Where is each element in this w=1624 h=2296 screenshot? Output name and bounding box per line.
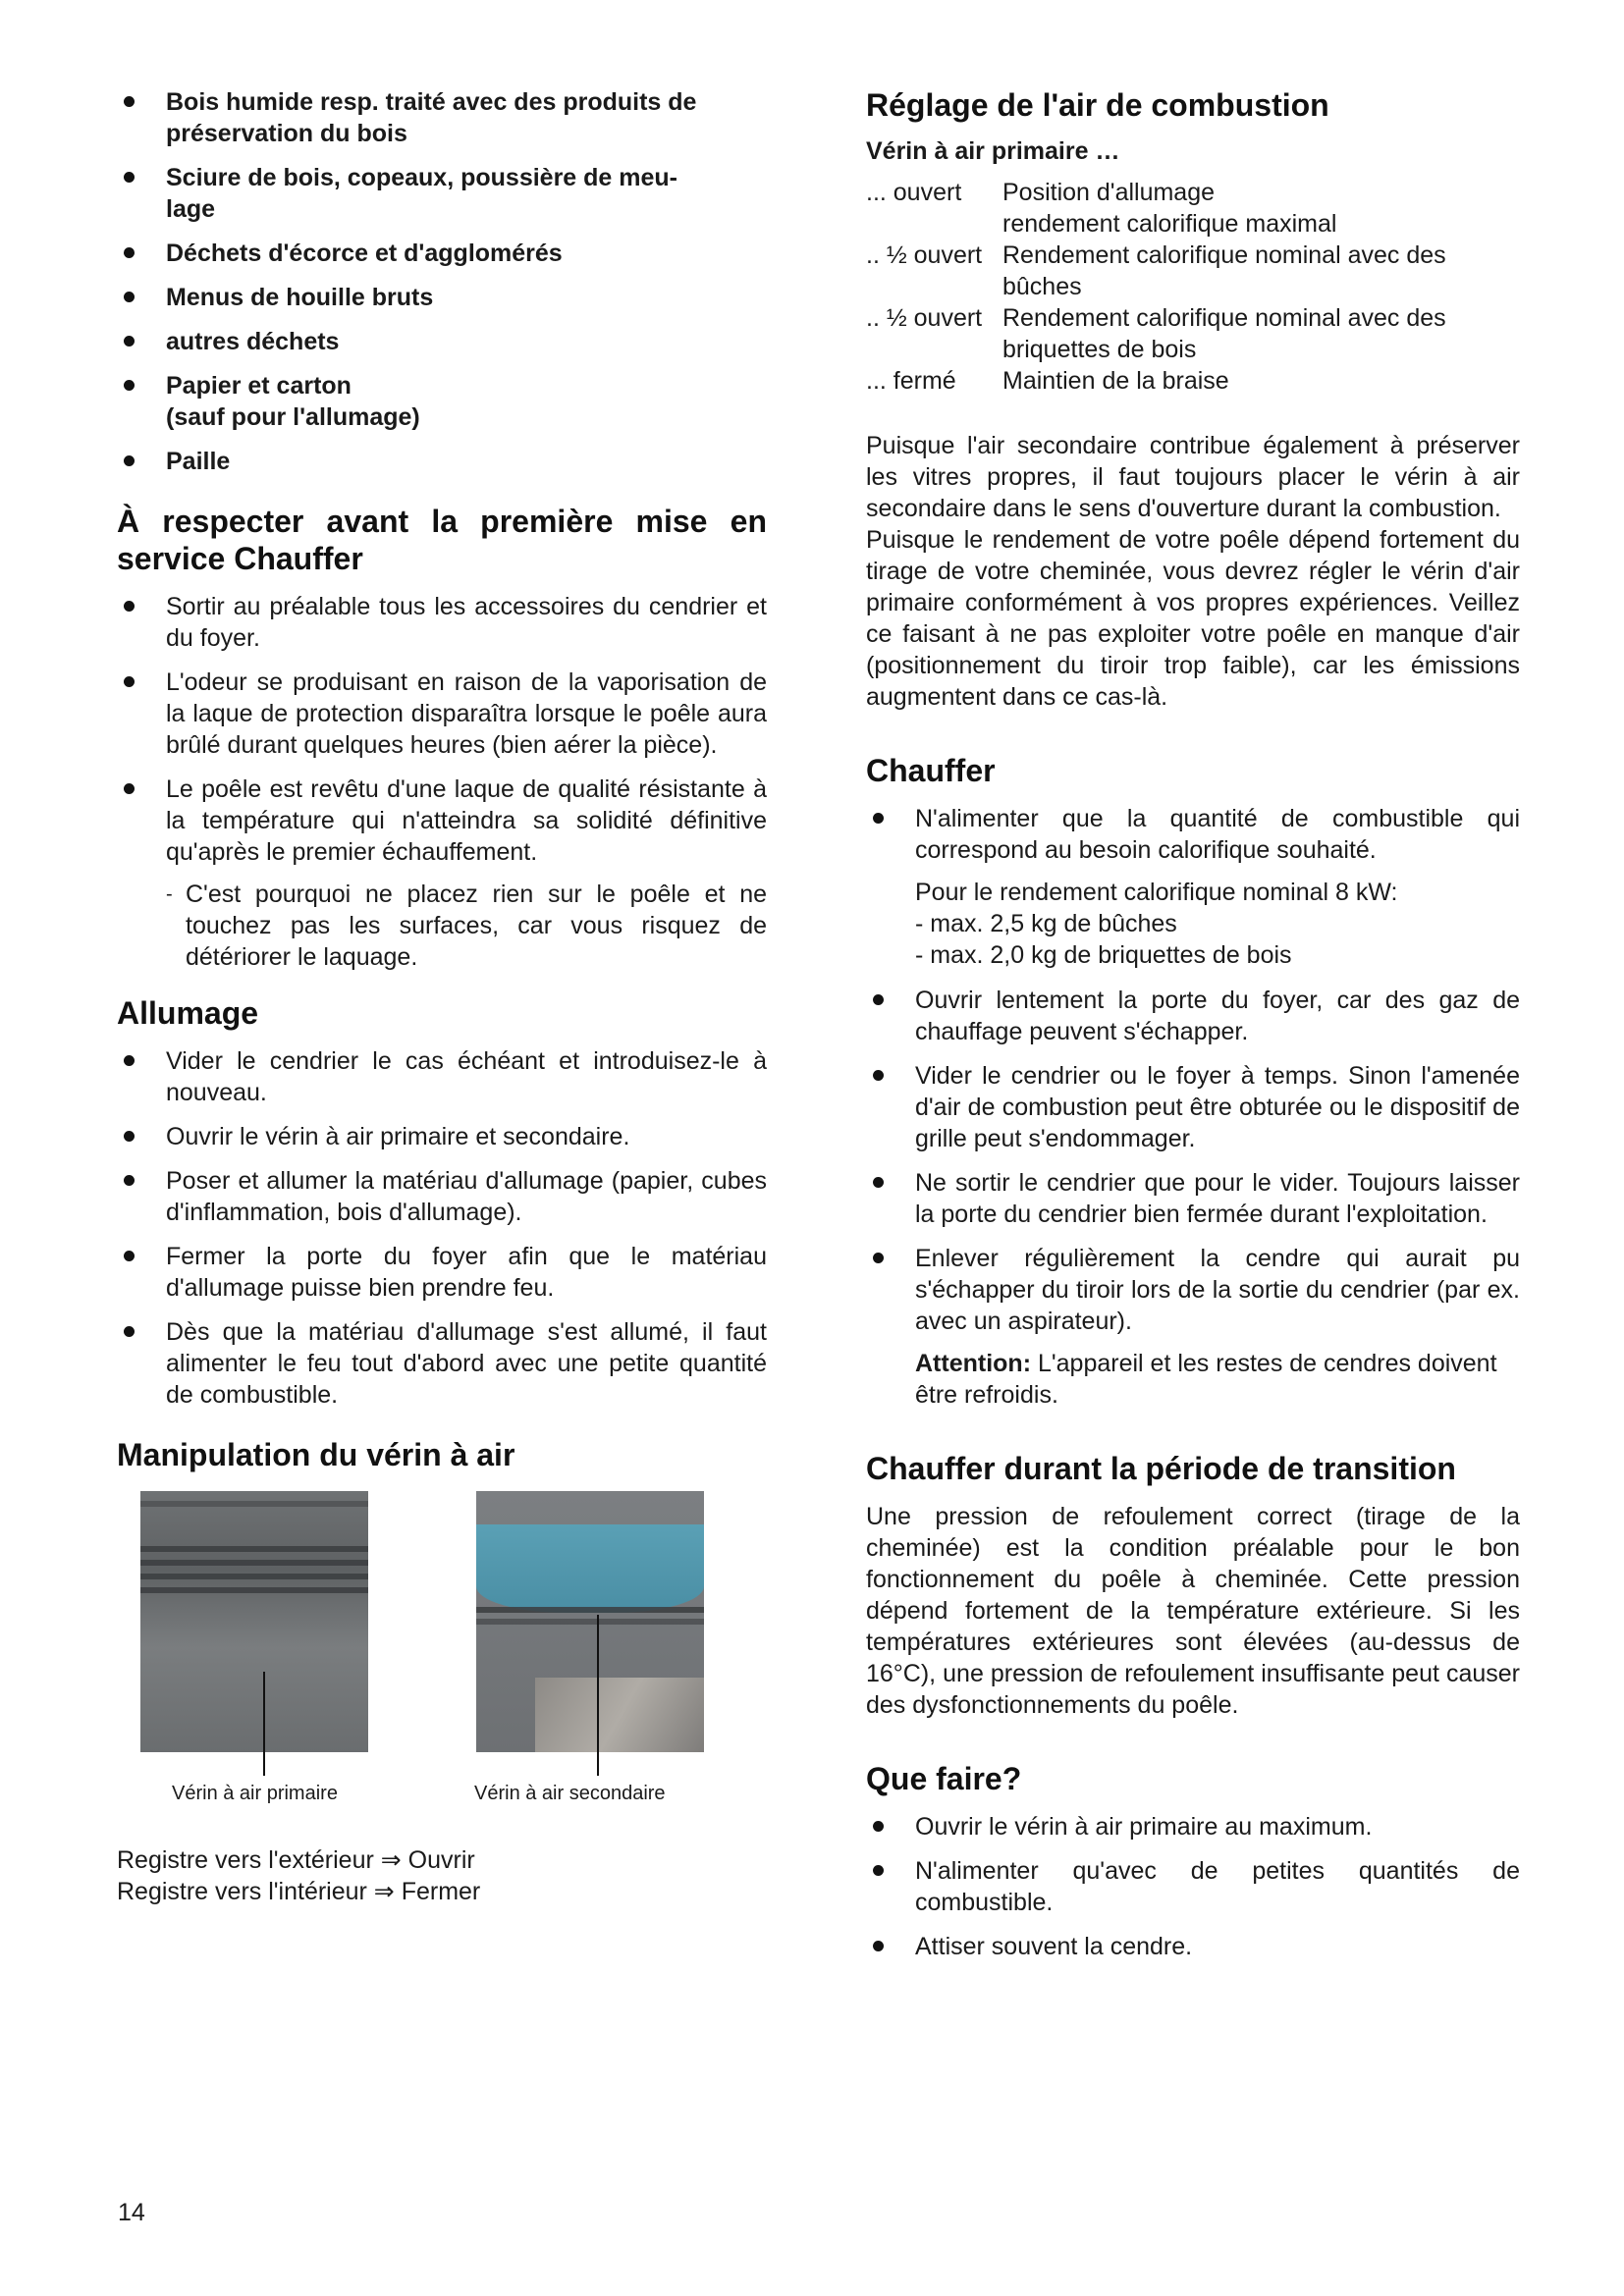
dash-marker: -	[166, 883, 173, 905]
secondary-air-paragraph: Puisque l'air secondaire contribue également à préserver les vitres propres, il faut toujours placer le vérin à air secondaire dans le sens d'ouverture durant la combustion.	[866, 432, 1520, 522]
section-heading-before-first-use: À respecter avant la première mise en service Chauffer	[117, 504, 767, 576]
caption-secondary: Vérin à air secondaire	[474, 1783, 666, 1804]
list-item: Vider le cendrier le cas échéant et introduisez-le à nouveau.	[117, 1045, 767, 1108]
list-item: Ne sortir le cendrier que pour le vider. Toujours laisser la porte du cendrier bien fermée durant l'exploitation.	[866, 1167, 1520, 1230]
attention-label: Attention:	[915, 1350, 1032, 1377]
lacquer-note: - C'est pourquoi ne placez rien sur le poêle et ne touchez pas les surfaces, car vous risquez de détériorer le laquage.	[166, 881, 767, 971]
nominal-output-block: Pour le rendement calorifique nominal 8 kW: - max. 2,5 kg de bûches - max. 2,0 kg de briquettes de bois	[915, 879, 1398, 969]
list-item: Fermer la porte du foyer afin que le matériau d'allumage puisse bien prendre feu.	[117, 1241, 767, 1304]
list-item: N'alimenter qu'avec de petites quantités de combustible.	[866, 1855, 1520, 1918]
air-valve-photos	[117, 1491, 767, 1844]
draft-paragraph: Puisque le rendement de votre poêle dépend fortement du tirage de votre cheminée, vous devrez régler le vérin d'air primaire conformément à vos propres expériences. Veillez ce faisant à ne pas exploiter votre poêle en manque d'air (positionnement du tiroir trop faible), car les émissions augmentent dans ce cas-là.	[866, 526, 1520, 711]
section-heading-reglage: Réglage de l'air de combustion	[866, 87, 1329, 123]
list-item: Ouvrir le vérin à air primaire et secondaire.	[117, 1121, 767, 1152]
table-row: ... fermé Maintien de la braise	[866, 367, 1229, 395]
list-item: Ouvrir le vérin à air primaire au maximum.	[866, 1811, 1520, 1842]
right-column	[866, 86, 1520, 1975]
table-row: ... ouvert Position d'allumage rendement calorifique maximal	[866, 179, 1337, 238]
list-item: L'odeur se produisant en raison de la vaporisation de la laque de protection disparaîtra lorsque le poêle aura brûlé durant quelques heures (bien aérer la pièce).	[117, 667, 767, 761]
primary-air-valve-photo	[140, 1491, 368, 1752]
subheading-primary-air: Vérin à air primaire …	[866, 137, 1120, 165]
list-item: Papier et carton (sauf pour l'allumage)	[117, 370, 767, 433]
list-item: autres déchets	[117, 326, 767, 357]
section-heading-manipulation: Manipulation du vérin à air	[117, 1437, 515, 1472]
register-directions	[117, 1844, 767, 1907]
section-heading-transition: Chauffer durant la période de transition	[866, 1451, 1456, 1486]
table-row: .. ½ ouvert Rendement calorifique nominal avec des bûches	[866, 241, 1446, 300]
list-item: Le poêle est revêtu d'une laque de qualité résistante à la température qui n'atteindra sa solidité définitive qu'après le premier échauffement.	[117, 774, 767, 868]
prohibited-fuels-list	[117, 86, 767, 477]
section-heading-allumage: Allumage	[117, 995, 259, 1031]
secondary-air-valve-photo	[476, 1491, 704, 1752]
section-heading-que-faire: Que faire?	[866, 1761, 1022, 1796]
list-item: Ouvrir lentement la porte du foyer, car des gaz de chauffage peuvent s'échapper.	[866, 985, 1520, 1047]
primary-valve-pointer	[263, 1672, 265, 1776]
list-item: Sciure de bois, copeaux, poussière de meu- lage	[117, 162, 767, 225]
before-first-use-list	[117, 591, 767, 868]
list-item: Poser et allumer la matériau d'allumage (papier, cubes d'inflammation, bois d'allumage).	[117, 1165, 767, 1228]
list-item: Déchets d'écorce et d'agglomérés	[117, 238, 767, 269]
list-item: Vider le cendrier ou le foyer à temps. Sinon l'amenée d'air de combustion peut être obturée ou le dispositif de grille peut s'endommager.	[866, 1060, 1520, 1154]
list-item: Attiser souvent la cendre.	[866, 1931, 1520, 1962]
list-item: Dès que la matériau d'allumage s'est allumé, il faut alimenter le feu tout d'abord avec une petite quantité de combustible.	[117, 1316, 767, 1411]
caption-primary: Vérin à air primaire	[172, 1783, 338, 1804]
chauffer-list-2	[866, 985, 1520, 1337]
secondary-valve-pointer	[597, 1615, 599, 1776]
list-item: Bois humide resp. traité avec des produits de préservation du bois	[117, 86, 767, 149]
chauffer-list-1	[866, 803, 1520, 866]
register-in: Registre vers l'intérieur ⇒ Fermer	[117, 1878, 481, 1905]
list-item: N'alimenter que la quantité de combustible qui correspond au besoin calorifique souhaité.	[866, 803, 1520, 866]
list-item: Enlever régulièrement la cendre qui aurait pu s'échapper du tiroir lors de la sortie du cendrier (par ex. avec un aspirateur).	[866, 1243, 1520, 1337]
page-number: 14	[118, 2199, 145, 2226]
section-heading-chauffer: Chauffer	[866, 753, 996, 788]
register-out: Registre vers l'extérieur ⇒ Ouvrir	[117, 1846, 475, 1874]
transition-paragraph: Une pression de refoulement correct (tirage de la cheminée) est la condition préalable pour le bon fonctionnement du poêle à cheminée. Cette pression dépend fortement de la température extérieure. Si les températures extérieures sont élevées (au-dessus de 16°C), une pression de refoulement insuffisante peut causer des dysfonctionnements du poêle.	[866, 1503, 1520, 1719]
list-item: Paille	[117, 446, 767, 477]
left-column	[117, 86, 767, 1907]
list-item: Menus de houille bruts	[117, 282, 767, 313]
table-row: .. ½ ouvert Rendement calorifique nominal avec des briquettes de bois	[866, 304, 1446, 363]
air-settings-table	[866, 177, 1520, 397]
attention-note: Attention: L'appareil et les restes de cendres doivent être refroidis.	[915, 1350, 1497, 1409]
allumage-list	[117, 1045, 767, 1411]
list-item: Sortir au préalable tous les accessoires du cendrier et du foyer.	[117, 591, 767, 654]
que-faire-list	[866, 1811, 1520, 1962]
